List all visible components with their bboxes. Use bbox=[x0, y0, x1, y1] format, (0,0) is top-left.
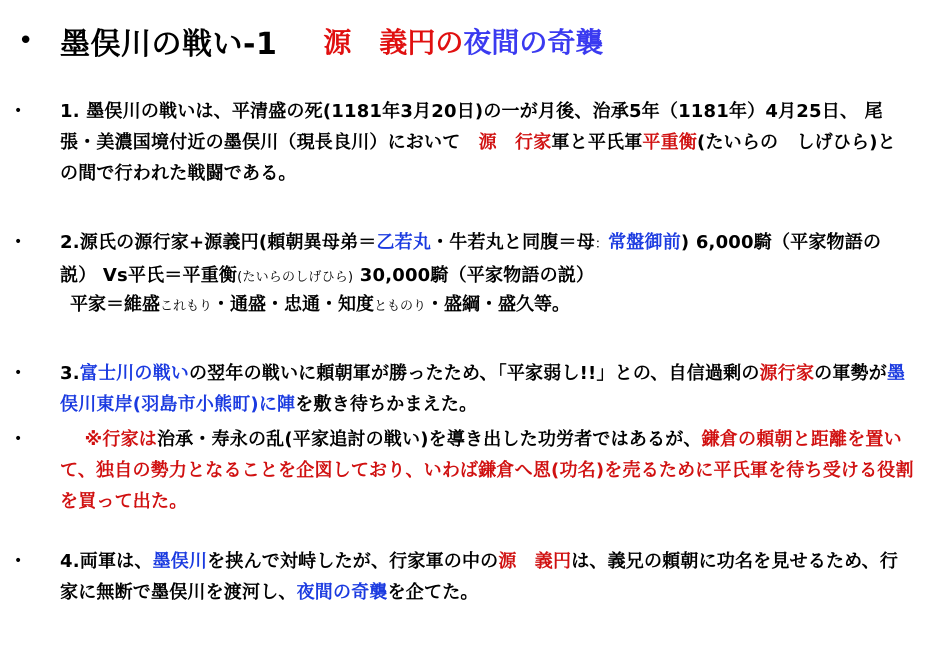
text-segment: 3. bbox=[60, 363, 80, 384]
bullet-mark: • bbox=[14, 553, 23, 569]
text-segment: とものり bbox=[374, 299, 427, 314]
text-segment: 夜間の奇襲 bbox=[296, 582, 388, 603]
bullet-text bbox=[60, 227, 914, 293]
text-segment: の翌年の戦いに頼朝軍が勝ったため、「平家弱し!!」との、自信過剰の bbox=[188, 363, 760, 384]
text-segment: これもり bbox=[160, 299, 213, 314]
text-segment: 1. 墨俣川の戦いは、平清盛の死(1181年3月20日)の一が月後、治承5年（1181年）4月25日、 尾張・美濃国境付近の墨俣川（現長良川）において bbox=[60, 101, 883, 153]
heike-generals-line bbox=[70, 289, 570, 322]
text-segment: の軍勢が bbox=[814, 363, 887, 384]
title-main-text: 墨俣川の戦い-1 bbox=[60, 27, 278, 62]
text-segment: ※行家は bbox=[60, 429, 157, 450]
text-segment: 常盤御前 bbox=[608, 232, 681, 253]
title-subtitle bbox=[323, 21, 603, 61]
text-segment: 源 義円 bbox=[498, 551, 572, 572]
bullet-item-3 bbox=[14, 358, 914, 420]
bullet-text bbox=[60, 358, 914, 420]
text-segment: 源 行家 bbox=[478, 132, 552, 153]
slide-title bbox=[18, 18, 603, 64]
bullet-mark: • bbox=[14, 431, 23, 447]
bullet-item-4 bbox=[14, 546, 914, 608]
text-segment: 30,000騎（平家物語の説） bbox=[353, 265, 595, 286]
text-segment: 鎌倉の頼朝と距離を置いて、独自の勢力となることを企図しており、いわば鎌倉へ恩(功名)を売るために平氏軍を待ち受ける役割を買って出た。 bbox=[60, 429, 914, 512]
bullet-text bbox=[60, 96, 914, 189]
text-segment: 墨俣川東岸(羽島市小熊町)に陣 bbox=[60, 363, 906, 415]
title-sub-red: 源 義円 bbox=[323, 26, 436, 59]
text-segment: 軍と平氏軍 bbox=[551, 132, 643, 153]
bullet-mark: • bbox=[14, 234, 23, 250]
text-segment: 墨俣川 bbox=[152, 551, 208, 572]
title-bullet: • bbox=[18, 26, 34, 56]
text-segment: 平重衡 bbox=[642, 132, 698, 153]
text-segment: 4.両軍は、 bbox=[60, 551, 153, 572]
title-sub-blue: 夜間の奇襲 bbox=[463, 26, 604, 59]
text-segment: ・牛若丸と同腹＝母 bbox=[431, 232, 595, 253]
text-segment: は、義兄の頼朝に功名を見せるため、行家に無断で墨俣川を渡河し、 bbox=[60, 551, 899, 603]
text-segment: を企てた。 bbox=[387, 582, 479, 603]
title-sub-connector: の bbox=[435, 26, 464, 59]
bullet-item-1 bbox=[14, 96, 914, 189]
text-segment: 源行家 bbox=[759, 363, 815, 384]
text-segment: (たいらの しげひら)との間で行われた戦闘である。 bbox=[60, 132, 896, 184]
bullet-text bbox=[60, 424, 914, 517]
bullet-item-2 bbox=[14, 227, 914, 293]
text-segment: ・通盛・忠通・知度 bbox=[212, 294, 375, 315]
text-segment: 富士川の戦い bbox=[79, 363, 189, 384]
bullet-mark: • bbox=[14, 365, 23, 381]
text-segment: 2.源氏の源行家+源義円(頼朝異母弟＝ bbox=[60, 232, 377, 253]
text-segment: を敷き待ちかまえた。 bbox=[295, 394, 478, 415]
bullet-text bbox=[60, 546, 914, 608]
bullet-mark: • bbox=[14, 103, 23, 119]
text-segment: ) 6,000騎（平家物語の説） Vs平氏＝平重衡 bbox=[60, 232, 882, 286]
text-segment: 治承・寿永の乱(平家追討の戦い)を導き出した功労者ではあるが、 bbox=[156, 429, 702, 450]
text-segment: を挟んで対峙したが、行家軍の中の bbox=[207, 551, 499, 572]
text-segment: 平家＝維盛 bbox=[70, 294, 160, 315]
text-segment: 乙若丸 bbox=[376, 232, 432, 253]
text-segment: (たいらのしげひら) bbox=[237, 270, 354, 285]
text-segment: ： bbox=[594, 237, 609, 252]
bullet-item-note bbox=[14, 424, 914, 517]
text-segment: ・盛綱・盛久等。 bbox=[426, 294, 571, 315]
